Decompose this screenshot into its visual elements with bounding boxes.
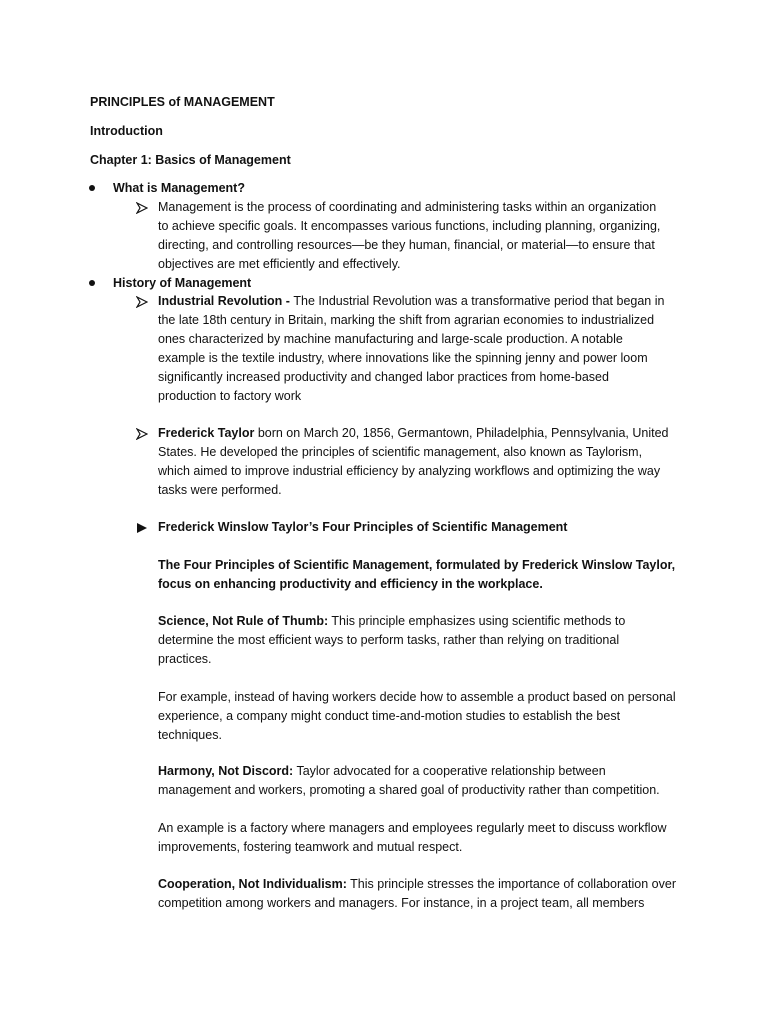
harmony-example-line: An example is a factory where managers and employees regularly meet to discuss workflow xyxy=(158,821,667,835)
frederick-taylor-line: Frederick Taylor born on March 20, 1856, Germantown, Philadelphia, Pennsylvania, United xyxy=(158,426,669,440)
frederick-taylor-line: tasks were performed. xyxy=(158,483,282,497)
science-principle-line: practices. xyxy=(158,652,212,666)
bullet-icon xyxy=(89,185,95,191)
industrial-revolution-label: Industrial Revolution - xyxy=(158,294,294,308)
science-principle-line: determine the most efficient ways to perform tasks, rather than relying on traditional xyxy=(158,633,620,647)
management-definition-line: directing, and controlling resources—be they human, financial, or material—to ensure that xyxy=(158,238,655,252)
chapter-heading: Chapter 1: Basics of Management xyxy=(90,153,291,167)
harmony-principle-line: Harmony, Not Discord: Taylor advocated for a cooperative relationship between xyxy=(158,764,606,778)
bullet-icon xyxy=(89,280,95,286)
science-example-line: techniques. xyxy=(158,728,222,742)
industrial-revolution-line: ones characterized by machine manufacturing and large-scale production. A notable xyxy=(158,332,623,346)
industrial-revolution-line: the late 18th century in Britain, marking the shift from agrarian economies to industrialized xyxy=(158,313,655,327)
four-principles-intro-line: The Four Principles of Scientific Management, formulated by Frederick Winslow Taylor, xyxy=(158,558,676,572)
cooperation-principle-line: Cooperation, Not Individualism: This principle stresses the importance of collaboration over xyxy=(158,877,677,891)
science-example-line: For example, instead of having workers decide how to assemble a product based on personal xyxy=(158,690,676,704)
harmony-principle-line: management and workers, promoting a shared goal of productivity rather than competition. xyxy=(158,783,660,797)
four-principles-heading: Frederick Winslow Taylor’s Four Principles of Scientific Management xyxy=(158,520,568,534)
industrial-revolution-line: example is the textile industry, where innovations like the spinning jenny and power loom xyxy=(158,351,648,365)
science-principle-label: Science, Not Rule of Thumb: xyxy=(158,614,329,628)
history-heading: History of Management xyxy=(113,276,252,290)
frederick-taylor-label: Frederick Taylor xyxy=(158,426,255,440)
industrial-revolution-line: significantly increased productivity and changed labor practices from home-based xyxy=(158,370,609,384)
cooperation-principle-label: Cooperation, Not Individualism: xyxy=(158,877,347,891)
management-definition-line: objectives are met efficiently and effectively. xyxy=(158,257,401,271)
harmony-example-line: improvements, fostering teamwork and mutual respect. xyxy=(158,840,463,854)
industrial-revolution-line: Industrial Revolution - The Industrial Revolution was a transformative period that began in xyxy=(158,294,665,308)
cooperation-principle-line: competition among workers and managers. For instance, in a project team, all members xyxy=(158,896,645,910)
arrow-bullet-icon xyxy=(136,296,148,308)
management-definition-line: to achieve specific goals. It encompasses various functions, including planning, organizing, xyxy=(158,219,661,233)
industrial-revolution-line: production to factory work xyxy=(158,389,302,403)
arrow-bullet-icon xyxy=(136,428,148,440)
document-title: PRINCIPLES of MANAGEMENT xyxy=(90,95,275,109)
arrow-bullet-icon xyxy=(136,522,148,534)
harmony-principle-label: Harmony, Not Discord: xyxy=(158,764,294,778)
management-definition-line: Management is the process of coordinating and administering tasks within an organization xyxy=(158,200,657,214)
science-principle-line: Science, Not Rule of Thumb: This principle emphasizes using scientific methods to xyxy=(158,614,626,628)
introduction-heading: Introduction xyxy=(90,124,163,138)
arrow-bullet-icon xyxy=(136,202,148,214)
frederick-taylor-line: which aimed to improve industrial efficiency by analyzing workflows and optimizing the way xyxy=(158,464,661,478)
frederick-taylor-line: States. He developed the principles of scientific management, also known as Taylorism, xyxy=(158,445,643,459)
what-is-management-heading: What is Management? xyxy=(113,181,245,195)
science-example-line: experience, a company might conduct time-and-motion studies to establish the best xyxy=(158,709,621,723)
four-principles-intro-line: focus on enhancing productivity and efficiency in the workplace. xyxy=(158,577,543,591)
